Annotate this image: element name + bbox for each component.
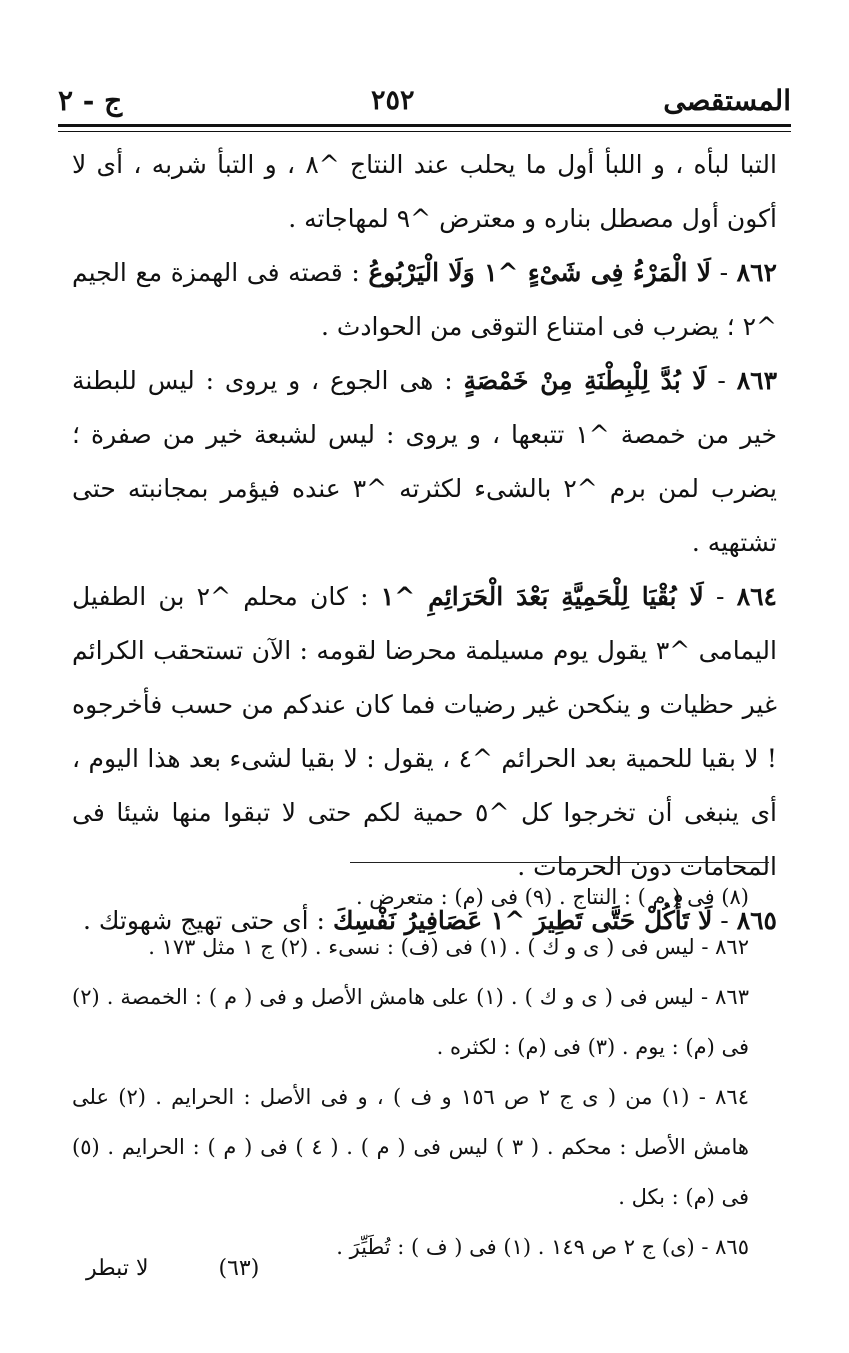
footnote-line: ٨٦٤ - (١) من ( ى ج ٢ ص ١٥٦ و ف ) ، و فى الأصل : الحرايم . (٢) على هامش الأصل : محكم . ( ٣ ) ليس فى ( م ) . ( ٤ ) فى ( م ) : الحرايم . (٥) فى (م) : بكل .: [72, 1085, 749, 1209]
footnote-line: ٨٦٢ - ليس فى ( ى و ك ) . (١) فى (ف) : نسىء . (٢) ج ١ مثل ١٧٣ .: [148, 935, 749, 959]
entry-864: [72, 570, 777, 894]
page-number: ٢٥٢: [371, 84, 415, 116]
continuation-paragraph: التبا لبأه ، و اللبأ أول ما يحلب عند النتاج ^٨ ، و التبأ شربه ، أى لا أكون أول مصطل بناره و معترض ^٩ لمهاجاته .: [72, 150, 777, 233]
footnotes: [72, 872, 749, 1272]
main-text: [72, 138, 777, 948]
entry-862: [72, 246, 777, 354]
proverb-text: لَا الْمَرْءُ فِى شَىْءٍ ^١ وَلَا الْيَرْبُوعُ: [368, 258, 712, 287]
footnote-line: ٨٦٥ - (ى) ج ٢ ص ١٤٩ . (١) فى ( ف ) : تُطَيِّرَ .: [336, 1235, 749, 1259]
catchword: لا تبطر: [86, 1256, 149, 1281]
entry-number: ٨٦٤: [736, 582, 777, 611]
entry-commentary: : قصته فى الهمزة مع الجيم ^٢ ؛ يضرب فى امتناع التوقى من الحوادث .: [72, 258, 777, 341]
entry-commentary: : هى الجوع ، و يروى : ليس للبطنة خير من خمصة ^١ تتبعها ، و يروى : ليس لشبعة خير من صفرة ؛ يضرب لمن برم ^٢ بالشىء لكثرته ^٣ عنده فيؤمر بمجانبته حتى تشتهيه .: [72, 366, 778, 557]
entry-commentary: : أى حتى تهيج شهوتك .: [82, 906, 325, 935]
running-header: [58, 78, 791, 122]
entry-863: [72, 354, 777, 570]
proverb-text: لَا بُقْيَا لِلْحَمِيَّةِ بَعْدَ الْحَرَائِمِ ^١: [380, 582, 704, 611]
footnote-line: ٨٦٣ - ليس فى ( ى و ك ) . (١) على هامش الأصل و فى ( م ) : الخمصة . (٢) فى (م) : يوم . (٣) فى (م) : لكثره .: [72, 985, 749, 1059]
entry-commentary: : كان محلم ^٢ بن الطفيل اليمامى ^٣ يقول يوم مسيلمة محرضا لقومه : الآن تستحقب الكرائم غير حظيات و ينكحن غير رضيات فما كان عندكم من حسب فأخرجوه ! لا بقيا للحمية بعد الحرائم ^٤ ، يقول : لا بقيا لشىء بعد هذا اليوم ، أى ينبغى أن تخرجوا كل ^٥ حمية لكم حتى لا تبقوا منها شيئا فى المحامات دون الحرمات .: [72, 582, 778, 881]
entry-dash: -: [712, 906, 729, 935]
printer-signature: (٦٣): [218, 1256, 260, 1281]
header-rule-thick: [58, 124, 791, 127]
entry-number: ٨٦٢: [736, 258, 777, 287]
volume-label: ج - ٢: [58, 83, 123, 117]
header-rule-thin: [58, 131, 791, 132]
entry-dash: -: [706, 366, 726, 395]
footnote-line: (٨) فى ( م ) : النتاج . (٩) فى (م) : متعرض .: [355, 885, 749, 909]
proverb-text: لَا بُدَّ لِلْبِطْنَةِ مِنْ خَمْصَةٍ: [463, 366, 707, 395]
entry-dash: -: [711, 258, 729, 287]
page-footer: [86, 1256, 259, 1296]
book-title: المستقصى: [663, 83, 791, 117]
entry-number: ٨٦٥: [736, 906, 777, 935]
footnote-rule: [350, 862, 769, 863]
entry-number: ٨٦٣: [736, 366, 778, 395]
entry-dash: -: [703, 582, 725, 611]
proverb-text: لَا تَأْكُلْ حَتَّى تَطِيرَ ^١ عَصَافِيرُ نَفْسِكَ: [332, 906, 713, 935]
